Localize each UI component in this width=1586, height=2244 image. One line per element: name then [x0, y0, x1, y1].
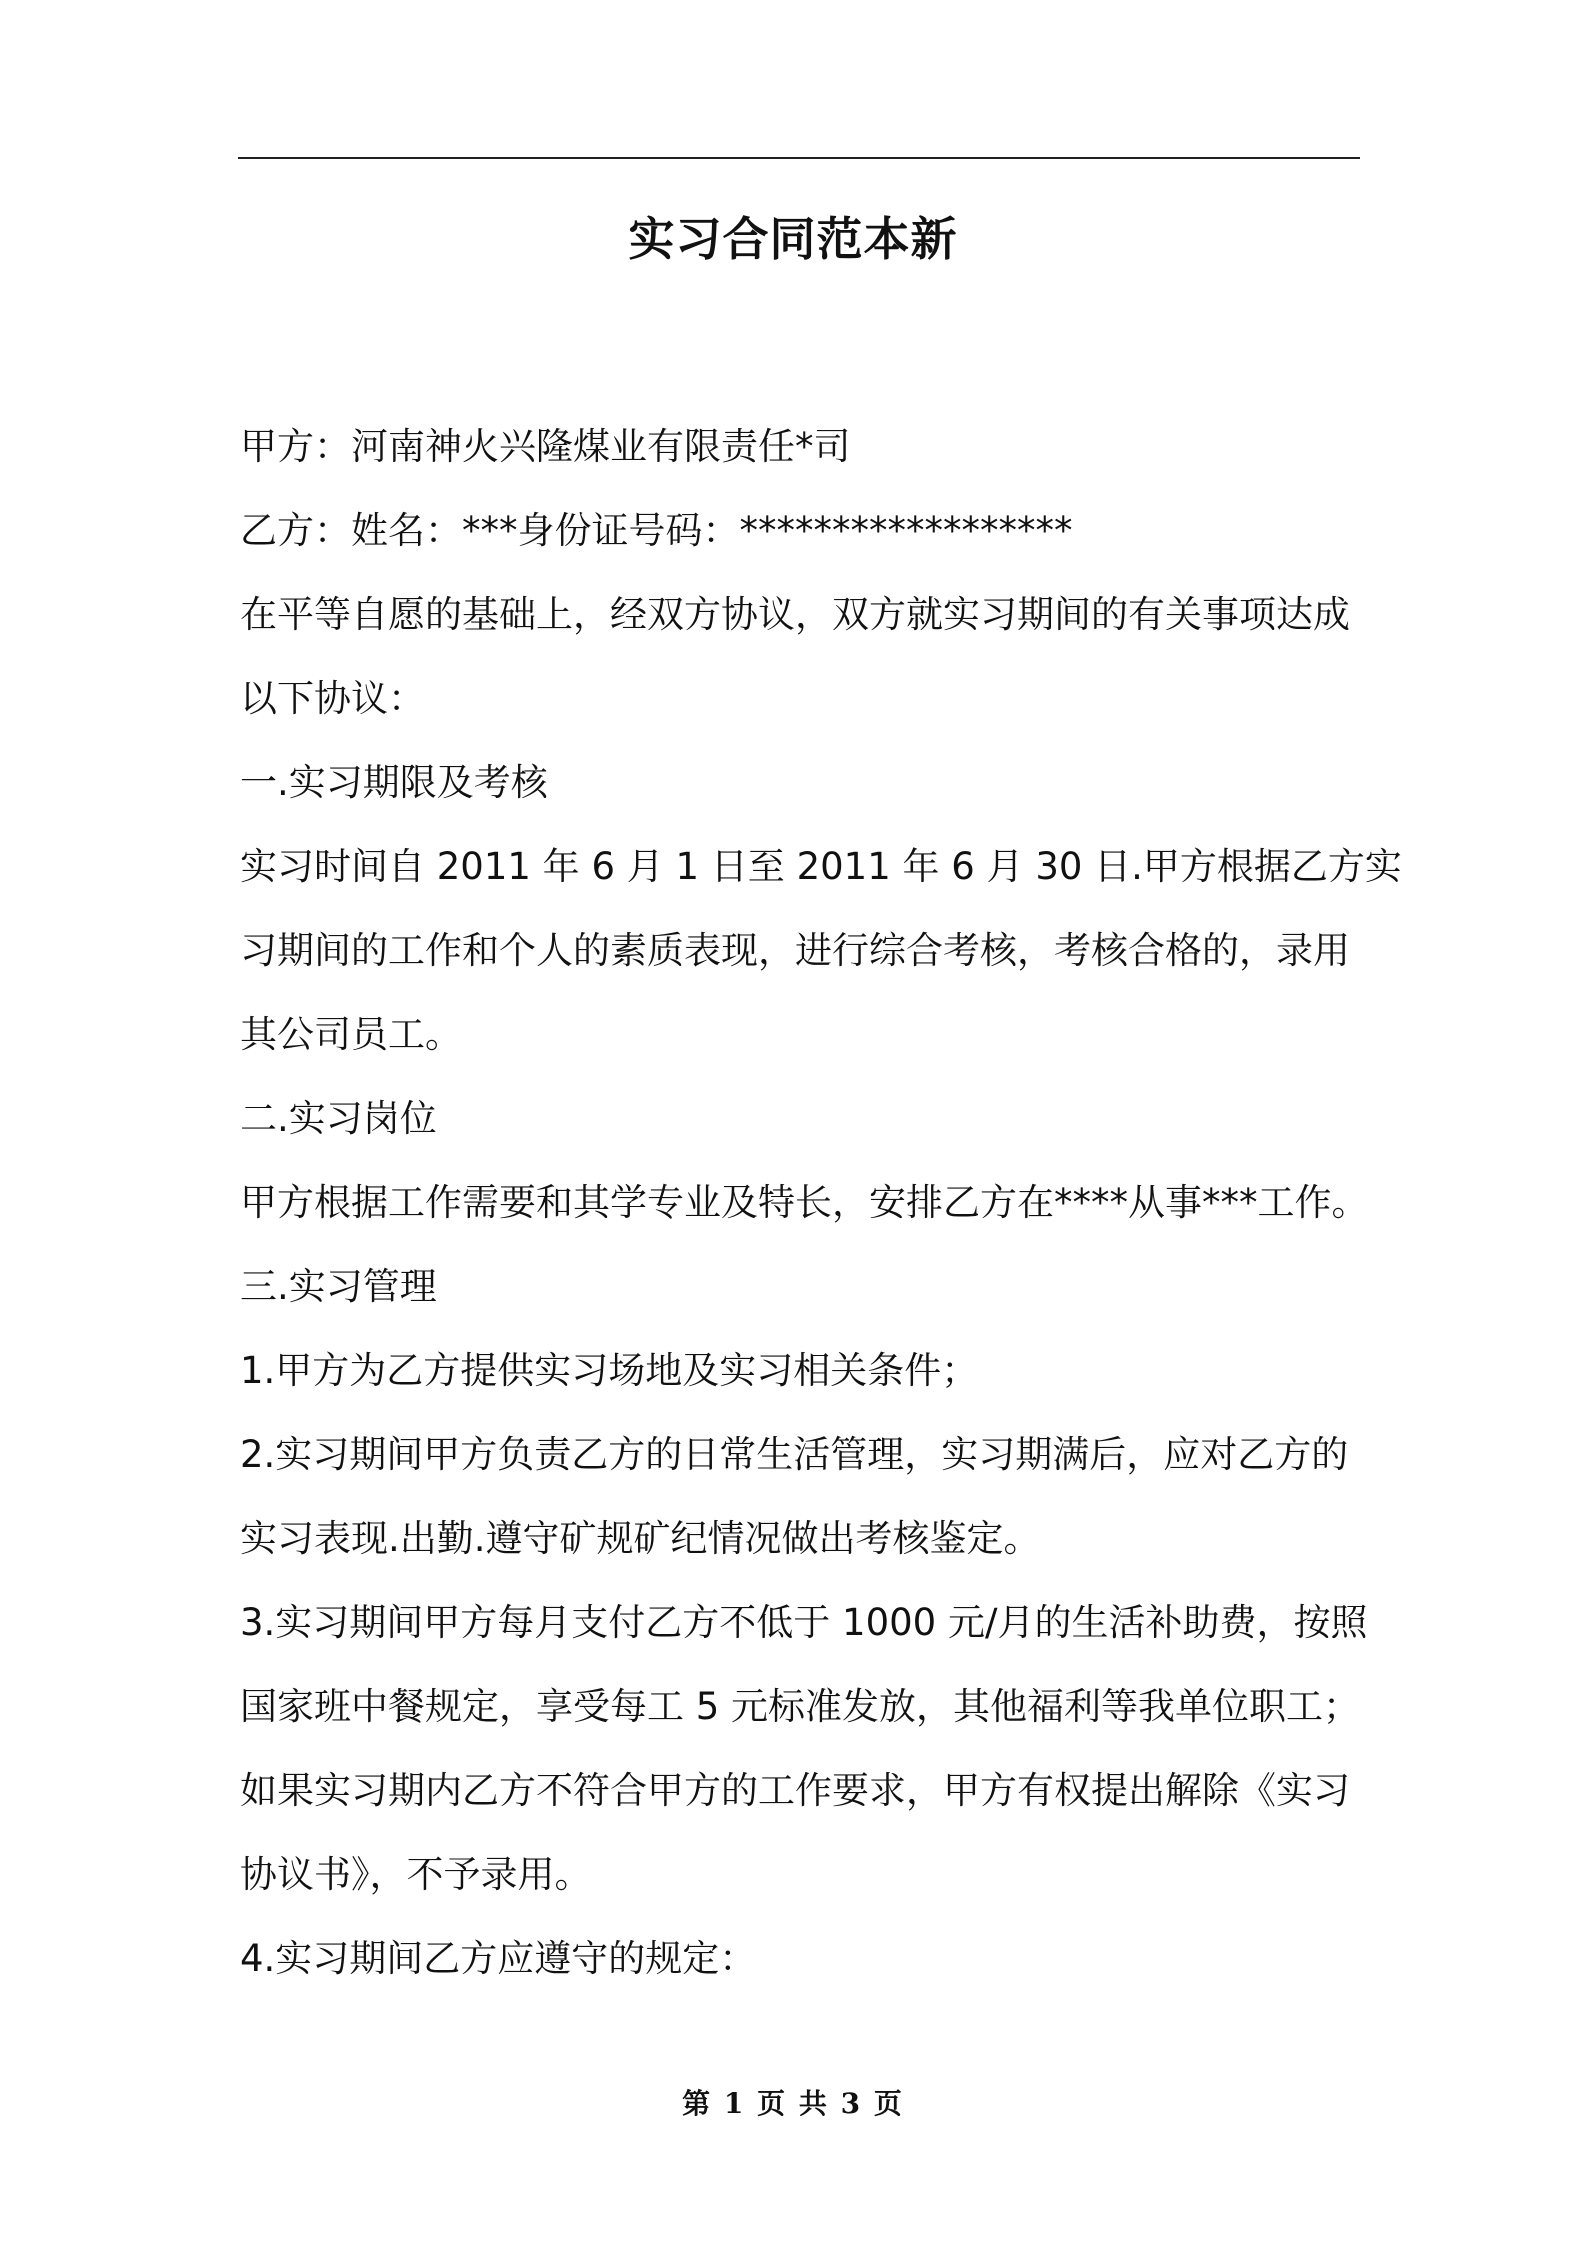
body-line: 实习时间自 2011 年 6 月 1 日至 2011 年 6 月 30 日.甲方根据乙方实 — [240, 845, 1402, 888]
section-heading-3: 三.实习管理 — [240, 1265, 437, 1308]
list-item-3: 3.实习期间甲方每月支付乙方不低于 1000 元/月的生活补助费，按照 — [240, 1601, 1368, 1644]
list-item-4: 4.实习期间乙方应遵守的规定： — [240, 1937, 757, 1980]
document-body — [240, 405, 1402, 2001]
body-line: 国家班中餐规定，享受每工 5 元标准发放，其他福利等我单位职工； — [240, 1685, 1361, 1728]
document-title: 实习合同范本新 — [628, 212, 958, 266]
section-heading-1: 一.实习期限及考核 — [240, 761, 548, 804]
party-a-line: 甲方：河南神火兴隆煤业有限责任*司 — [240, 425, 851, 468]
body-line: 其公司员工。 — [240, 1013, 462, 1056]
body-line: 甲方根据工作需要和其学专业及特长，安排乙方在****从事***工作。 — [240, 1181, 1369, 1224]
header-divider — [238, 157, 1360, 159]
party-b-line: 乙方：姓名：***身份证号码：****************** — [240, 509, 1073, 552]
body-line: 以下协议： — [240, 677, 425, 720]
page-number: 第 1 页 共 3 页 — [682, 2087, 904, 2120]
body-line: 如果实习期内乙方不符合甲方的工作要求，甲方有权提出解除《实习 — [240, 1769, 1350, 1812]
list-item-1: 1.甲方为乙方提供实习场地及实习相关条件； — [240, 1349, 979, 1392]
section-heading-2: 二.实习岗位 — [240, 1097, 437, 1140]
body-line: 协议书》，不予录用。 — [240, 1853, 592, 1896]
body-line: 实习表现.出勤.遵守矿规矿纪情况做出考核鉴定。 — [240, 1517, 1041, 1560]
body-line: 习期间的工作和个人的素质表现，进行综合考核，考核合格的，录用 — [240, 929, 1350, 972]
list-item-2: 2.实习期间甲方负责乙方的日常生活管理，实习期满后，应对乙方的 — [240, 1433, 1349, 1476]
body-line: 在平等自愿的基础上，经双方协议，双方就实习期间的有关事项达成 — [240, 593, 1350, 636]
